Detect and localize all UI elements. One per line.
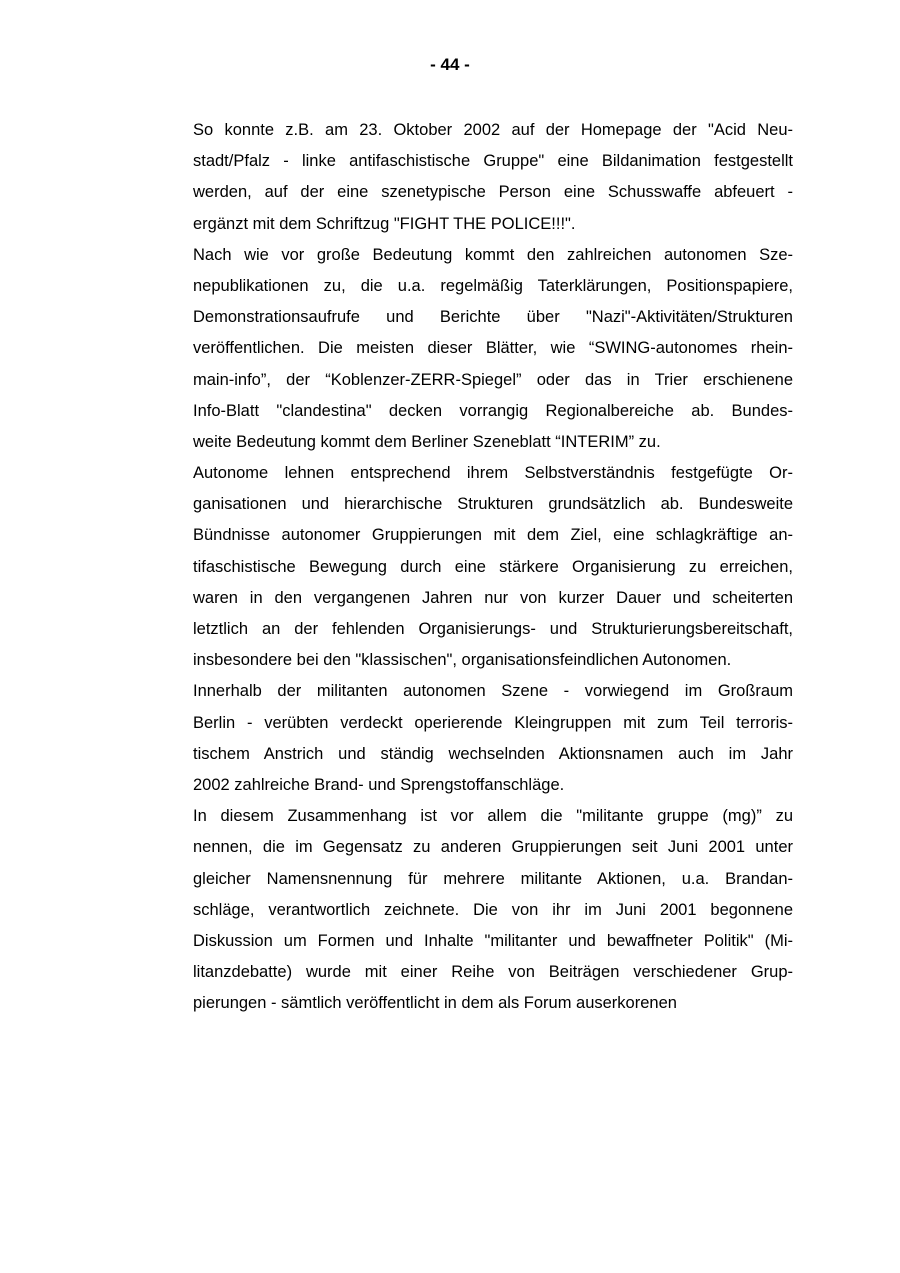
text-line: waren in den vergangenen Jahren nur von kurzer Dauer und scheiterten	[193, 588, 793, 607]
paragraph-autonomous-structures	[193, 458, 793, 676]
text-line: veröffentlichen. Die meisten dieser Blätter, wie “SWING-autonomes rhein-	[193, 339, 793, 358]
text-line: So konnte z.B. am 23. Oktober 2002 auf der Homepage der "Acid Neu-	[193, 121, 793, 139]
text-line: Info-Blatt "clandestina" decken vorrangig Regionalbereiche ab. Bundes-	[193, 401, 793, 420]
text-line: pierungen - sämtlich veröffentlicht in dem als Forum auserkorenen	[193, 994, 677, 1013]
text-line: letztlich an der fehlenden Organisierungs- und Strukturierungsbereitschaft,	[193, 620, 793, 638]
text-line: gleicher Namensnennung für mehrere militante Aktionen, u.a. Brandan-	[193, 869, 793, 888]
text-line: tifaschistische Bewegung durch eine stärkere Organisierung zu erreichen,	[193, 557, 793, 576]
text-line: schläge, verantwortlich zeichnete. Die von ihr im Juni 2001 begonnene	[193, 900, 793, 919]
text-line: stadt/Pfalz - linke antifaschistische Gruppe" eine Bildanimation festgestellt	[193, 152, 793, 171]
text-line: Innerhalb der militanten autonomen Szene - vorwiegend im Großraum	[193, 682, 793, 701]
text-line: Diskussion um Formen und Inhalte "militanter und bewaffneter Politik" (Mi-	[193, 931, 793, 950]
text-line: Autonome lehnen entsprechend ihrem Selbstverständnis festgefügte Or-	[193, 464, 793, 483]
paragraph-homepage-animation	[193, 115, 793, 240]
text-line: tischem Anstrich und ständig wechselnden Aktionsnamen auch im Jahr	[193, 744, 793, 763]
page-number: - 44 -	[430, 55, 470, 74]
text-line: Berlin - verübten verdeckt operierende Kleingruppen mit zum Teil terroris-	[193, 713, 793, 732]
text-line: ganisationen und hierarchische Strukturen grundsätzlich ab. Bundesweite	[193, 495, 793, 514]
text-line: nepublikationen zu, die u.a. regelmäßig Taterklärungen, Positionspapiere,	[193, 276, 793, 295]
text-line: werden, auf der eine szenetypische Person eine Schusswaffe abfeuert -	[193, 183, 793, 202]
text-line: In diesem Zusammenhang ist vor allem die "militante gruppe (mg)” zu	[193, 807, 793, 826]
text-line: Bündnisse autonomer Gruppierungen mit dem Ziel, eine schlagkräftige an-	[193, 526, 793, 545]
text-line: 2002 zahlreiche Brand- und Sprengstoffanschläge.	[193, 775, 565, 794]
paragraph-militant-scene	[193, 676, 793, 801]
text-line: litanzdebatte) wurde mit einer Reihe von Beiträgen verschiedener Grup-	[193, 963, 793, 982]
paragraph-militante-gruppe	[193, 801, 793, 1019]
text-line: Demonstrationsaufrufe und Berichte über "Nazi"-Aktivitäten/Strukturen	[193, 308, 793, 327]
text-line: main-info”, der “Koblenzer-ZERR-Spiegel” oder das in Trier erschienene	[193, 370, 793, 389]
text-line: nennen, die im Gegensatz zu anderen Gruppierungen seit Juni 2001 unter	[193, 838, 793, 857]
body-text	[193, 115, 793, 1019]
text-line: weite Bedeutung kommt dem Berliner Szeneblatt “INTERIM” zu.	[193, 432, 661, 451]
text-line: Nach wie vor große Bedeutung kommt den zahlreichen autonomen Sze-	[193, 245, 793, 264]
text-line: ergänzt mit dem Schriftzug "FIGHT THE POLICE!!!".	[193, 214, 576, 233]
text-line: insbesondere bei den "klassischen", organisationsfeindlichen Autonomen.	[193, 651, 732, 670]
paragraph-scene-publications	[193, 240, 793, 458]
